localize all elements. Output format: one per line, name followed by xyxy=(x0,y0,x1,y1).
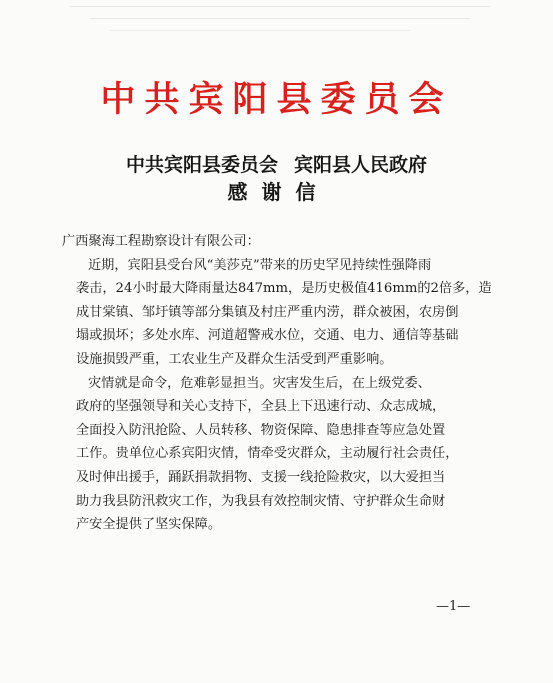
letter-body xyxy=(62,230,492,537)
salutation: 广西聚海工程勘察设计有限公司： xyxy=(62,234,260,249)
paragraph-line: 产安全提供了坚实保障。 xyxy=(76,517,222,533)
issuer-party-committee: 中共宾阳县委员会 xyxy=(125,154,278,176)
paragraph-line: 成甘棠镇、邹圩镇等部分集镇及村庄严重内涝，群众被困，农房倒 xyxy=(76,304,459,320)
issuer-county-government: 宾阳县人民政府 xyxy=(294,154,428,176)
document-title: 感谢信 xyxy=(227,180,330,204)
paragraph-line: 近期，宾阳县受台风“美莎克”带来的历史罕见持续性强降雨 xyxy=(88,257,432,273)
title-issuers xyxy=(0,152,553,178)
red-masthead: 中共宾阳县委员会 xyxy=(100,79,453,120)
paragraph-line: 助力我县防汛救灾工作，为我县有效控制灾情、守护群众生命财 xyxy=(76,493,446,509)
page-number: —1— xyxy=(436,599,471,614)
paragraph-line: 设施损毁严重，工农业生产及群众生活受到严重影响。 xyxy=(76,351,393,367)
paragraph-line: 政府的坚强领导和关心支持下，全县上下迅速行动、众志成城， xyxy=(76,399,446,415)
paragraph-line: 工作。贵单位心系宾阳灾情，情牵受灾群众，主动履行社会责任， xyxy=(76,446,459,462)
paragraph-1 xyxy=(76,254,492,372)
paragraph-2 xyxy=(76,372,474,537)
paragraph-line: 塌或损坏；多处水库、河道超警戒水位，交通、电力、通信等基础 xyxy=(76,328,459,344)
scan-show-through xyxy=(110,30,410,31)
paragraph-line: 全面投入防汛抢险、人员转移、物资保障、隐患排查等应急处置 xyxy=(76,422,446,438)
paragraph-line: 灾情就是命令，危难彰显担当。灾害发生后，在上级党委、 xyxy=(88,375,431,391)
scan-show-through xyxy=(90,18,470,19)
paragraph-line: 及时伸出援手，踊跃捐款捐物、支援一线抢险救灾，以大爱担当 xyxy=(76,469,446,485)
paragraph-line: 袭击，24小时最大降雨量达847mm，是历史极值416mm的2倍多，造 xyxy=(76,281,492,297)
scan-show-through xyxy=(70,6,490,7)
